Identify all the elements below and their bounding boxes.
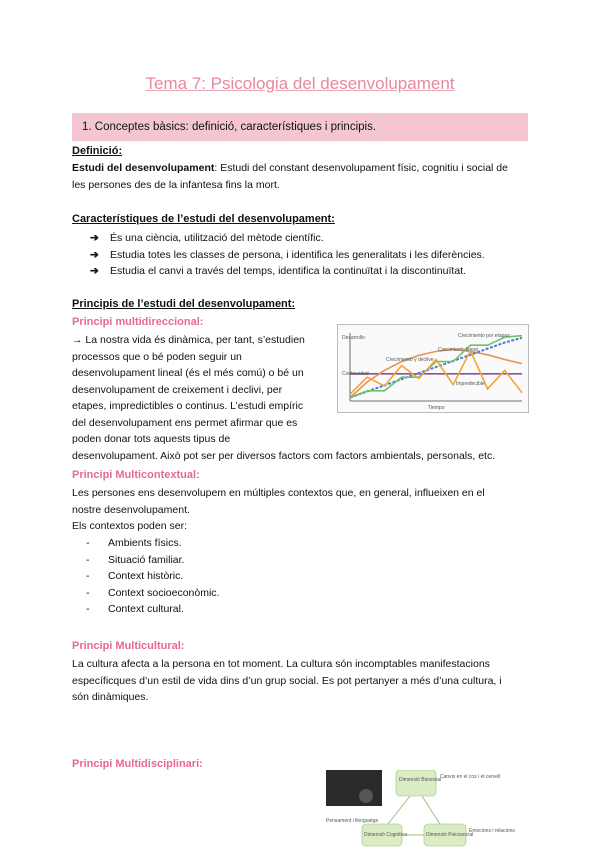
multicultural-heading: Principi Multicultural: xyxy=(72,640,185,652)
contextos-list xyxy=(72,535,372,618)
node-biosocial-label: Dimensió Biosocial xyxy=(399,777,442,783)
list-item: - Situació familiar. xyxy=(86,553,185,566)
page-title: Tema 7: Psicologia del desenvolupament xyxy=(145,74,455,93)
dimensions-figure xyxy=(326,770,516,848)
multicultural-text: La cultura afecta a la persona en tot moment. La cultura són incomptables manifestacions específicques d’un estil de vida dins d’un grup social. Es pot pertanyer a més d’una cultura, i són dinàmiques. xyxy=(72,658,502,703)
annotation-lineal: Crecimiento lineal xyxy=(438,347,478,353)
note-biosocial: Canvis en el cos i el cervell xyxy=(440,774,501,780)
multidireccional-heading: Principi multidireccional: xyxy=(72,316,204,328)
dimensions-figure-svg xyxy=(326,770,516,848)
person-icon xyxy=(359,789,373,803)
list-item: ➔ Estudia el canvi a través del temps, identifica la continuïtat i la discontinuïtat. xyxy=(90,263,530,280)
series-line-2 xyxy=(350,338,522,398)
definicio-heading: Definició: xyxy=(72,145,123,157)
annotation-continuidad: Continuidad xyxy=(342,371,369,377)
section-band xyxy=(72,113,528,141)
x-axis-label: Tiempo xyxy=(428,405,445,411)
definicio-line2: les persones des de la infantesa fins la mort. xyxy=(72,178,280,191)
multicontextual-text: Les persones ens desenvolupem en múltiples contextos que, en general, influeixen en el nostre desenvolupament. Els contextos poden ser: xyxy=(72,487,485,532)
node-psicosocial-label: Dimensió Psicosocial xyxy=(426,832,474,838)
annotation-impredecible: Impredecible xyxy=(456,381,485,387)
development-chart-svg xyxy=(338,325,528,412)
list-item: ➔ Estudia totes les classes de persona, i identifica les generalitats i les diferències. xyxy=(90,247,530,264)
list-item: - Context històric. xyxy=(86,570,184,582)
annotation-declive: Crecimiento y declive xyxy=(386,357,434,363)
definicio-text xyxy=(72,160,542,193)
note-cognitiva: Pensament i llenguatge xyxy=(326,818,379,824)
y-axis-label: Desarrollo xyxy=(342,335,365,341)
definicio-line1: : Estudi del constant desenvolupament físic, cognitiu i social de xyxy=(214,162,508,174)
multidisciplinari-heading: Principi Multidisciplinari: xyxy=(72,758,203,770)
section-band-label: 1. Conceptes bàsics: definició, característiques i principis. xyxy=(82,121,377,133)
multidireccional-text: → La nostra vida és dinàmica, per tant, s’estudien processos que o bé poden seguir un desenvolupament lineal (és el més comú) o bé un desenvolupament de creixement i declivi, per etapes, impredictibles o continus. L’estudi empíric del desenvolupament ens permet afirmar que es poden donar tots aquests tipus de desenvolupament. Això pot ser per diversos factors com factors ambientals, personals, etc. xyxy=(72,334,496,462)
development-chart xyxy=(337,324,529,413)
photo-placeholder xyxy=(326,770,382,806)
arrow-icon: ➔ xyxy=(90,265,99,277)
node-cognitiva-label: Dimensió Cognitiva xyxy=(364,832,408,838)
edge xyxy=(388,796,410,824)
arrow-icon: ➔ xyxy=(90,248,99,261)
note-psicosocial: Emocions i relacions xyxy=(469,828,515,834)
list-item: - Context socioeconòmic. xyxy=(86,586,220,599)
node-biosocial xyxy=(396,770,436,796)
principis-heading: Principis de l’estudi del desenvolupament: xyxy=(72,298,296,310)
list-item: - Ambients físics. xyxy=(86,537,182,549)
list-item: - Context cultural. xyxy=(86,603,184,615)
annotation-etapas: Crecimiento por etapas xyxy=(458,333,510,339)
caracteristiques-heading: Característiques de l’estudi del desenvolupament: xyxy=(72,213,335,225)
caracteristiques-list xyxy=(90,230,530,280)
definicio-term: Estudi del desenvolupament xyxy=(72,162,215,174)
arrow-icon: ➔ xyxy=(90,232,99,244)
multicontextual-heading: Principi Multicontextual: xyxy=(72,469,200,481)
edge xyxy=(422,796,440,824)
list-item: ➔ És una ciència, utilització del mètode científic. xyxy=(90,230,530,247)
